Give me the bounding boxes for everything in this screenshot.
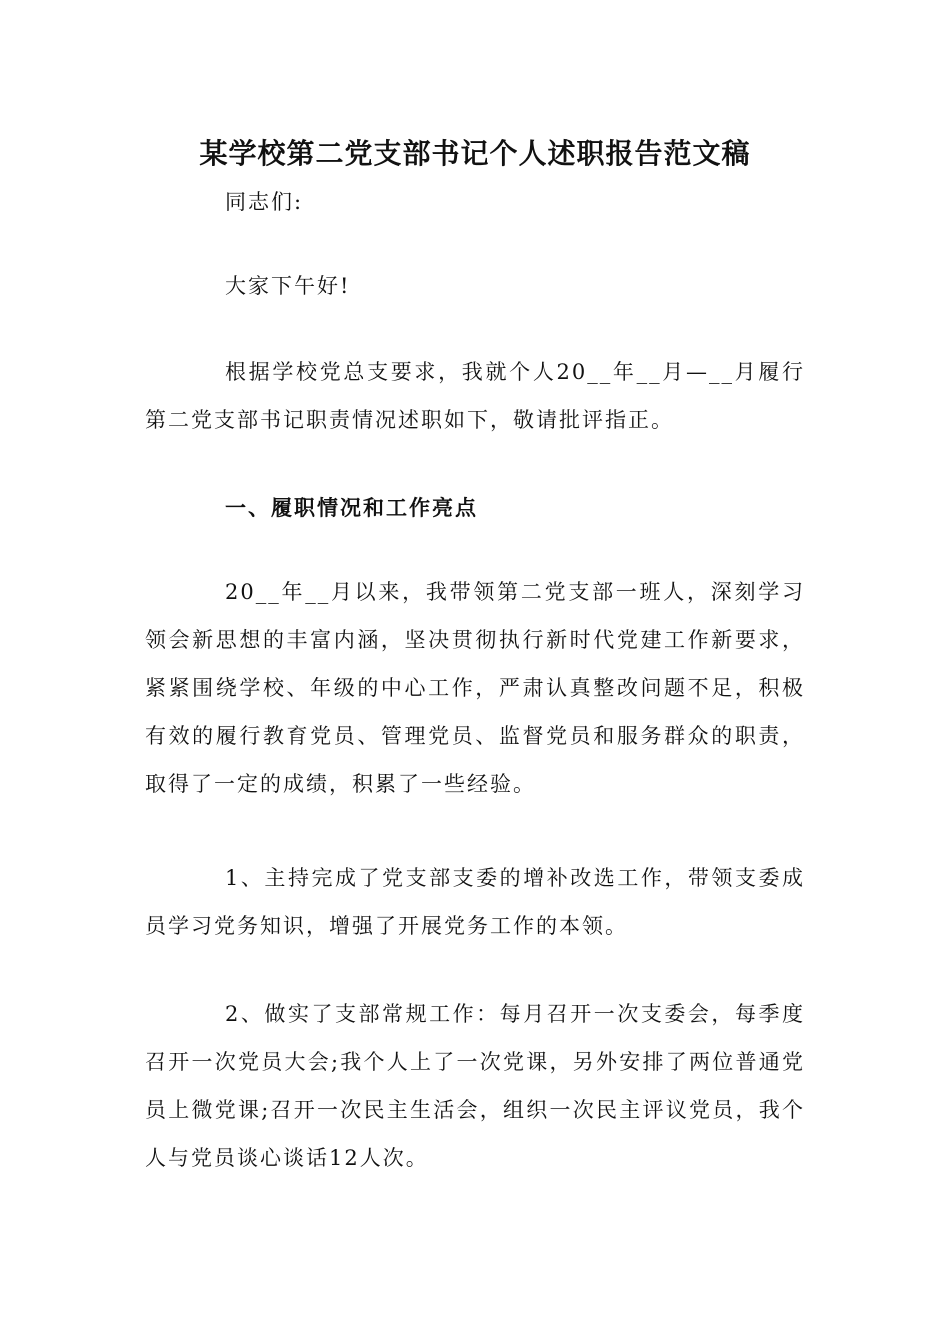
list-item-1: 1、主持完成了党支部支委的增补改选工作，带领支委成员学习党务知识，增强了开展党务工作的本领。	[145, 866, 805, 938]
intro-paragraph: 根据学校党总支要求，我就个人20__年__月—__月履行第二党支部书记职责情况述职如下，敬请批评指正。	[145, 360, 805, 432]
section-heading: 一、履职情况和工作亮点	[225, 495, 478, 520]
document-title: 某学校第二党支部书记个人述职报告范文稿	[199, 137, 751, 170]
greeting: 大家下午好!	[225, 274, 351, 298]
salutation: 同志们:	[225, 190, 304, 214]
list-item-2: 2、做实了支部常规工作：每月召开一次支委会，每季度召开一次党员大会;我个人上了一次党课，另外安排了两位普通党员上微党课;召开一次民主生活会，组织一次民主评议党员，我个人与党员谈心谈话12人次。	[145, 1002, 805, 1170]
section-paragraph: 20__年__月以来，我带领第二党支部一班人，深刻学习领会新思想的丰富内涵，坚决贯彻执行新时代党建工作新要求，紧紧围绕学校、年级的中心工作，严肃认真整改问题不足，积极有效的履行教育党员、管理党员、监督党员和服务群众的职责，取得了一定的成绩，积累了一些经验。	[145, 580, 805, 796]
